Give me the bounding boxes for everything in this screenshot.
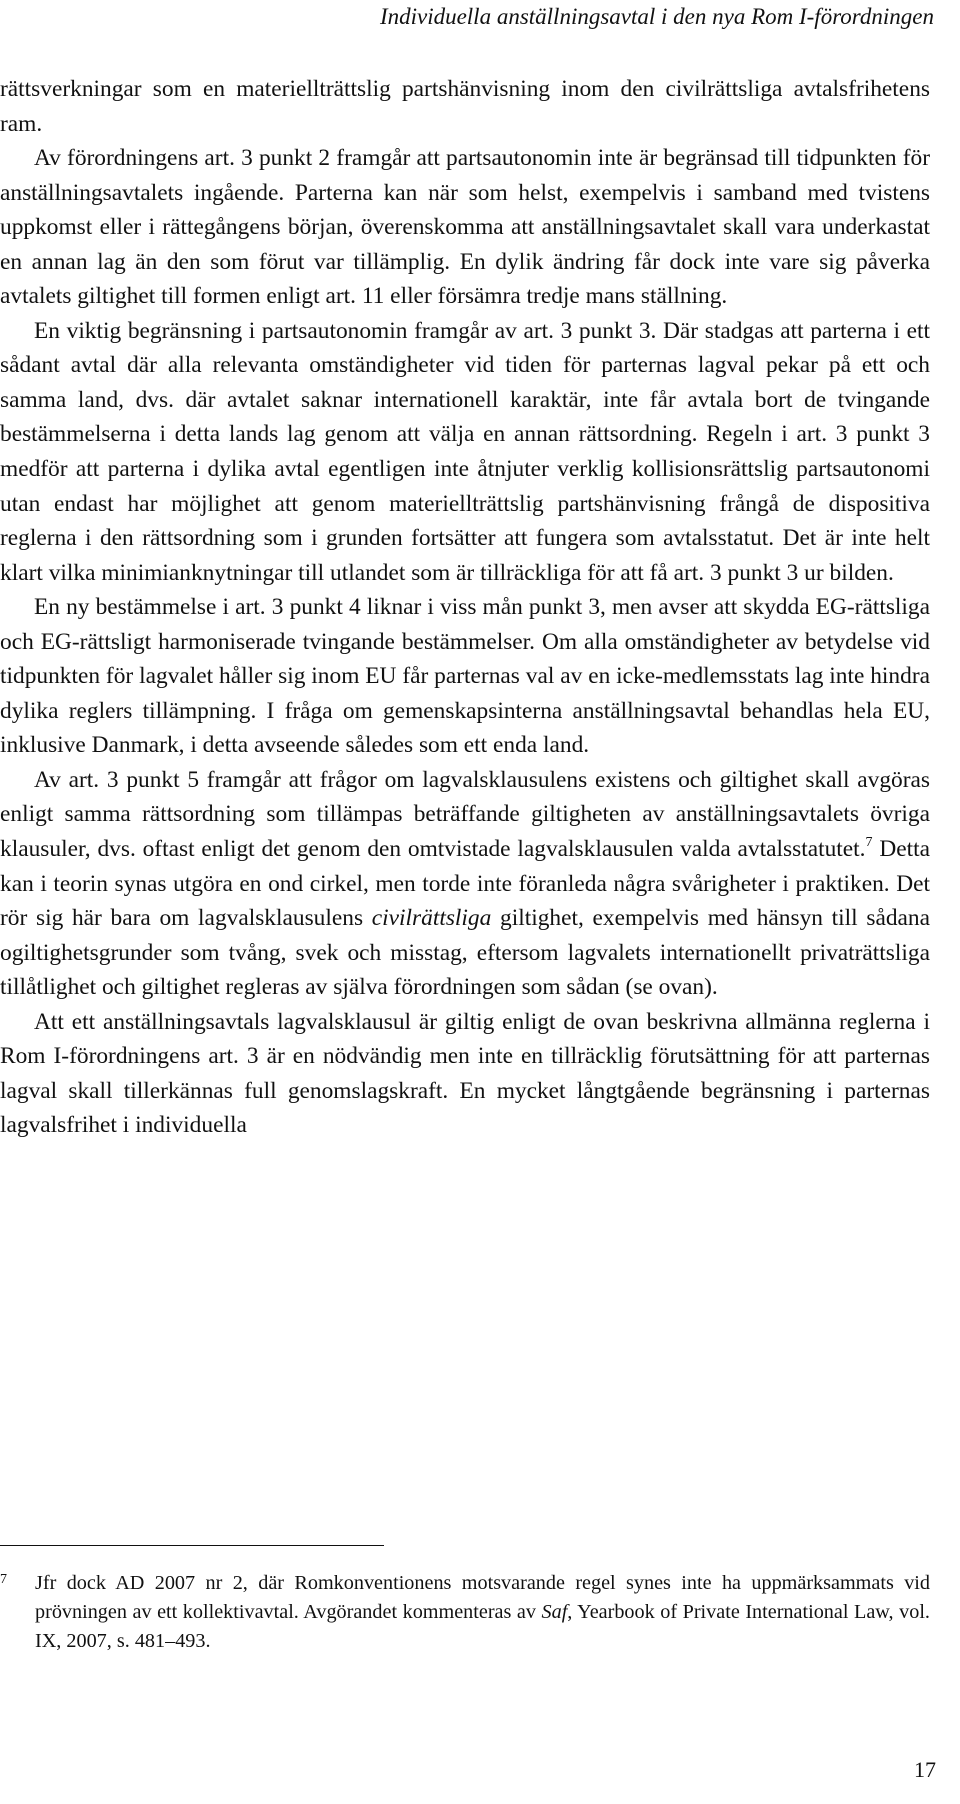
page-number: 17 — [914, 1757, 936, 1782]
text-run: Detta kan i teorin synas utgöra en ond cirkel, men torde inte föranleda några svårigheter i praktiken. Det rör sig här bara om lagvalsklausulens — [0, 836, 930, 932]
text-run: giltighet, exempelvis med hänsyn till sådana ogiltighetsgrunder som tvång, svek och misstag, eftersom lagvalets internationellt privaträttsliga tillåtlighet och giltighet regleras av själva förordningen som sådan (se ovan). — [0, 905, 930, 1001]
running-header: Individuella anställningsavtal i den nya Rom I-förordningen — [379, 4, 934, 29]
emphasis: civilrättsliga — [371, 905, 492, 932]
text-run: Av art. 3 punkt 5 framgår att frågor om lagvalsklausulens existens och giltighet skall avgöras enligt samma rättsordning som tillämpas beträffande giltigheten av anställningsavtalets övriga klausuler, dvs. oftast enligt det genom den omtvistade lagvalsklausulen valda avtalsstatutet. — [0, 766, 930, 863]
paragraph — [0, 763, 930, 1005]
paragraph: Av förordningens art. 3 punkt 2 framgår att partsautonomin inte är begränsad till tidpunkten för anställningsavtalets ingående. Parterna kan när som helst, exempelvis i samband med tvistens uppkomst eller i rättegångens början, överenskomma att anställningsavtalet skall vara underkastat en annan lag än den som förut var tillämplig. En dylik ändring får dock inte vare sig påverka avtalets giltighet till formen enligt art. 11 eller försämra tredje mans ställning. — [0, 145, 930, 310]
paragraph: Att ett anställningsavtals lagvalsklausul är giltig enligt de ovan beskrivna allmänna reglerna i Rom I-förordningens art. 3 är en nödvändig men inte en tillräcklig förutsättning för att parternas lagval skall tillerkännas full genomslagskraft. En mycket långtgående begränsning i parternas lagvalsfrihet i individuella — [0, 1008, 930, 1139]
paragraph: En viktig begränsning i partsautonomin framgår av art. 3 punkt 3. Där stadgas att parterna i ett sådant avtal där alla relevanta omständigheter vid tiden för parternas lagval pekar på ett och samma land, dvs. där avtalet saknar internationell karaktär, inte får avtala bort de tvingande bestämmelserna i detta lands lag genom att välja en annan rättsordning. Regeln i art. 3 punkt 3 medför att parterna i dylika avtal egentligen inte åtnjuter verklig kollisionsrättslig partsautonomi utan endast har möjlighet att genom materiellträttslig partshänvisning frångå de dispositiva reglerna i den rättsordning som i grunden fortsätter att fungera som avtalsstatut. Det är inte helt klart vilka minimianknytningar till utlandet som är tillräckliga för att få art. 3 punkt 3 ur bilden. — [0, 317, 930, 586]
emphasis: Saf — [541, 1601, 568, 1623]
footnote-text — [35, 1569, 930, 1656]
footnote — [0, 1569, 930, 1656]
footnote-separator — [0, 1545, 384, 1546]
text-run: Jfr dock AD 2007 nr 2, där Romkonventionens motsvarande regel synes inte ha uppmärksammats vid prövningen av ett kollektivavtal. Avgörandet kommenteras av — [35, 1572, 930, 1623]
text-run: , Yearbook of Private International Law, vol. IX, 2007, s. 481–493. — [35, 1601, 930, 1652]
footnote-number: 7 — [0, 1572, 7, 1587]
paragraph-continuation: rättsverkningar som en materiellträttslig partshänvisning inom den civilrättsliga avtalsfrihetens ram. — [0, 76, 930, 137]
footnote-reference[interactable]: 7 — [865, 835, 873, 851]
body-text — [0, 72, 930, 1143]
paragraph: En ny bestämmelse i art. 3 punkt 4 liknar i viss mån punkt 3, men avser att skydda EG-rättsliga och EG-rättsligt harmoniserade tvingande bestämmelser. Om alla omständigheter av betydelse vid tidpunkten för lagvalet håller sig inom EU får parternas val av en icke-medlemsstats lag inte hindra dylika reglers tillämpning. I fråga om gemenskapsinterna anställningsavtal behandlas hela EU, inklusive Danmark, i detta avseende således som ett enda land. — [0, 594, 930, 759]
